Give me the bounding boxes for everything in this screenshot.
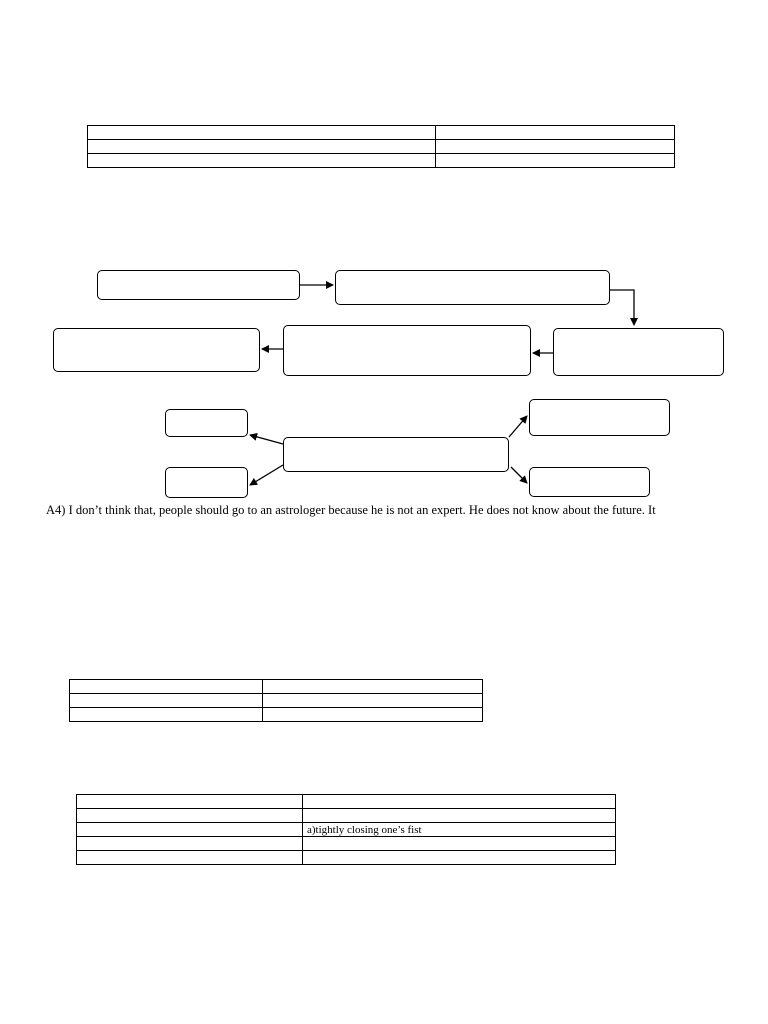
table-cell [303, 851, 616, 865]
flow-box-branch-top-right [529, 399, 670, 436]
flow-box-branch-top-left [165, 409, 248, 437]
flow-box-branch-bottom-right [529, 467, 650, 497]
table-cell [436, 126, 675, 140]
table-cell [77, 851, 303, 865]
table-row [77, 851, 616, 865]
table-row [88, 126, 675, 140]
table-row [88, 154, 675, 168]
flow-box-center [283, 437, 509, 472]
arrow-to-top-right [509, 416, 527, 437]
table-3 [76, 794, 616, 865]
table-cell [303, 795, 616, 809]
table-row [77, 809, 616, 823]
table-1 [87, 125, 675, 168]
table-cell [436, 140, 675, 154]
table-cell [263, 680, 483, 694]
flow-box-row1-right [335, 270, 610, 305]
table-cell [77, 823, 303, 837]
flow-box-row2-left [53, 328, 260, 372]
table-cell [88, 140, 436, 154]
flow-box-branch-bottom-left [165, 467, 248, 498]
table-cell [77, 795, 303, 809]
table-row [70, 708, 483, 722]
table-cell [70, 680, 263, 694]
flow-box-row1-left [97, 270, 300, 300]
table-cell [70, 694, 263, 708]
table-cell [303, 837, 616, 851]
arrow-to-bottom-right [511, 467, 527, 483]
table-2 [69, 679, 483, 722]
flow-box-row2-right [553, 328, 724, 376]
flow-box-row2-middle [283, 325, 531, 376]
table-cell [263, 708, 483, 722]
answer-4-text: A4) I don’t think that, people should go to an astrologer because he is not an expert. He does not know about the future. It [46, 503, 656, 517]
table-cell [88, 154, 436, 168]
table-cell [77, 837, 303, 851]
arrow-down-right [610, 290, 634, 325]
table-cell [263, 694, 483, 708]
arrow-to-top-left [250, 435, 283, 444]
arrow-to-bottom-left [250, 465, 283, 485]
table-row [70, 680, 483, 694]
table-cell [436, 154, 675, 168]
table-row [77, 795, 616, 809]
table-row [70, 694, 483, 708]
table-cell [303, 809, 616, 823]
table-cell [88, 126, 436, 140]
table-row [88, 140, 675, 154]
table-cell [70, 708, 263, 722]
table-row [77, 823, 616, 837]
table-cell [77, 809, 303, 823]
table-row [77, 837, 616, 851]
table-cell: a)tightly closing one’s fist [303, 823, 616, 837]
